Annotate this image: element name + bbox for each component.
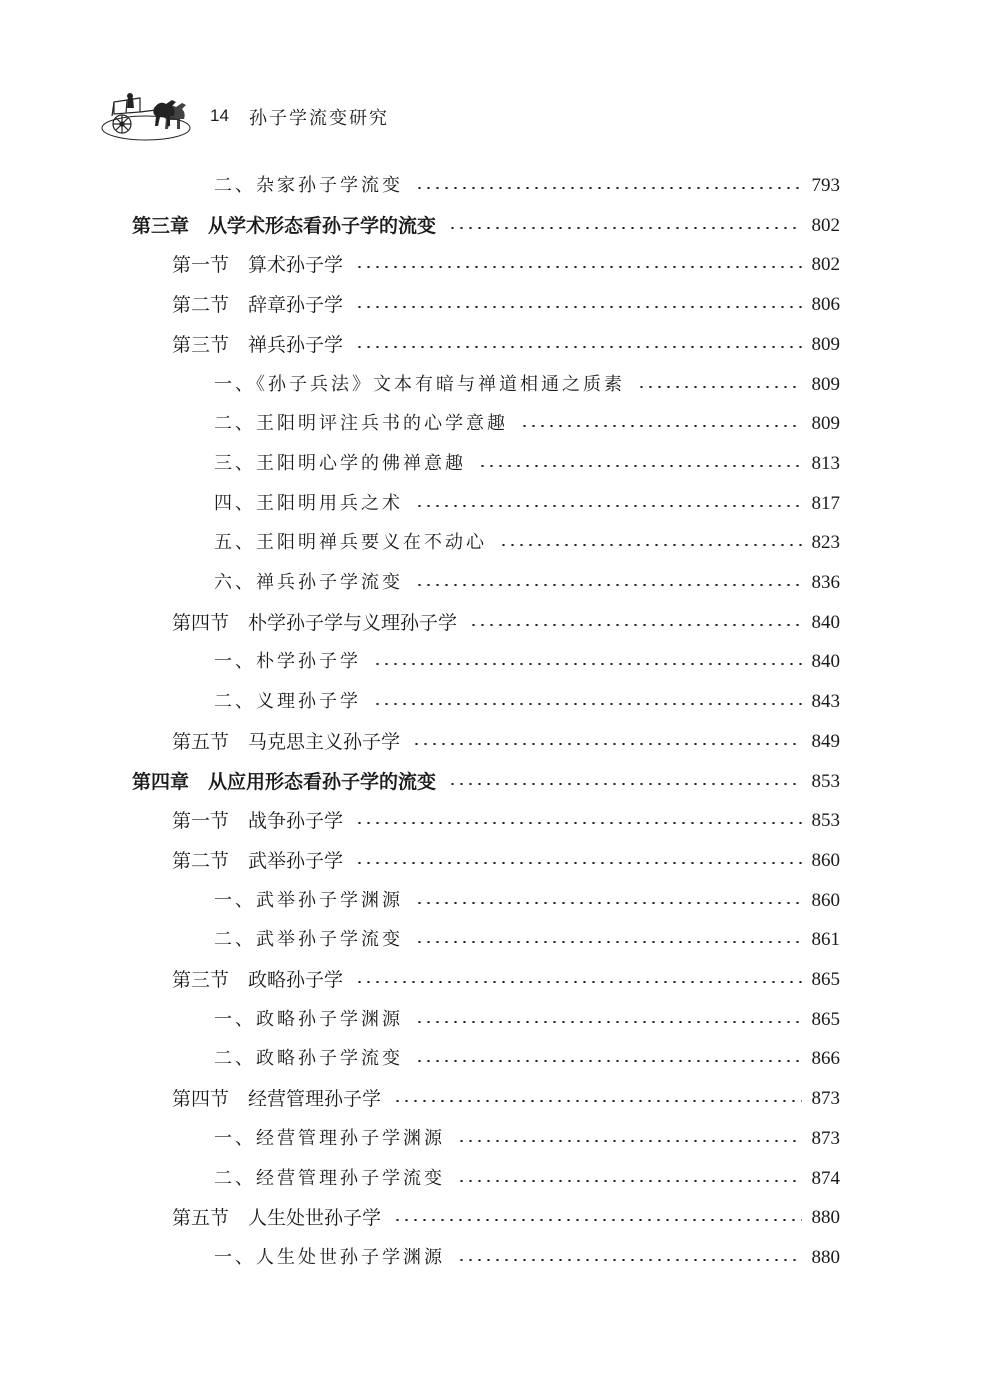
toc-entry-page: 809: [811, 413, 840, 435]
toc-entry-item: [214, 484, 840, 524]
toc-entry-item: [214, 365, 840, 405]
dot-leader: [499, 544, 802, 546]
dot-leader: [415, 505, 802, 507]
toc-entry-section: [172, 1079, 840, 1119]
page-number: 14: [210, 106, 229, 125]
toc-entry-item: [214, 1000, 840, 1040]
toc-entry-item: [214, 1238, 840, 1278]
dot-leader: [478, 465, 802, 467]
toc-entry-section: [172, 1198, 840, 1238]
dot-leader: [355, 346, 801, 348]
dot-leader: [415, 902, 802, 904]
toc-entry-page: 843: [811, 691, 840, 713]
toc-entry-item: [214, 1039, 840, 1079]
toc-entry-section: [172, 245, 840, 285]
toc-entry-title: 二、政略孙子学流变: [214, 1048, 403, 1070]
toc-entry-title: 二、武举孙子学流变: [214, 929, 403, 951]
toc-entry-title: 二、义理孙子学: [214, 691, 361, 713]
toc-entry-title: 第五节 人生处世孙子学: [172, 1207, 382, 1230]
toc-entry-section: [172, 960, 840, 1000]
dot-leader: [373, 703, 802, 705]
toc-entry-title: 三、王阳明心学的佛禅意趣: [214, 452, 466, 474]
toc-entry-page: 823: [811, 532, 840, 554]
dot-leader: [415, 941, 802, 943]
toc-entry-title: 第一节 战争孙子学: [172, 810, 344, 833]
toc-entry-title: 四、王阳明用兵之术: [214, 492, 403, 514]
toc-entry-item: [214, 881, 840, 921]
toc-entry-page: 860: [811, 849, 840, 871]
toc-entry-title: 第三节 禅兵孙子学: [172, 333, 344, 356]
toc-entry-page: 865: [811, 1008, 840, 1030]
toc-entry-chapter: [132, 206, 840, 246]
toc-entry-page: 840: [811, 651, 840, 673]
toc-entry-title: 一、政略孙子学渊源: [214, 1008, 403, 1030]
toc-entry-title: 一、《孙子兵法》文本有暗与禅道相通之质素: [214, 373, 625, 395]
toc-entry-title: 第四节 朴学孙子学与义理孙子学: [172, 611, 458, 634]
toc-entry-title: 一、经营管理孙子学渊源: [214, 1127, 445, 1149]
toc-entry-page: 809: [811, 333, 840, 355]
toc-entry-title: 第三节 政略孙子学: [172, 969, 344, 991]
toc-entry-page: 853: [811, 810, 840, 832]
dot-leader: [415, 187, 802, 189]
toc-entry-section: [172, 325, 840, 365]
dot-leader: [355, 266, 801, 268]
toc-entry-item: [214, 166, 840, 206]
toc-entry-page: 873: [811, 1127, 840, 1149]
toc-entry-page: 802: [811, 254, 840, 276]
toc-entry-item: [214, 523, 840, 563]
toc-entry-page: 853: [811, 770, 840, 792]
toc-entry-page: 849: [811, 730, 840, 752]
dot-leader: [393, 1100, 801, 1102]
toc-entry-page: 840: [811, 611, 840, 633]
dot-leader: [469, 624, 801, 626]
dot-leader: [355, 981, 801, 983]
toc-entry-page: 813: [811, 452, 840, 474]
toc-entry-page: 861: [811, 929, 840, 951]
toc-entry-title: 第四章 从应用形态看孙子学的流变: [132, 770, 437, 793]
toc-entry-item: [214, 682, 840, 722]
toc-entry-page: 865: [811, 969, 840, 990]
toc-entry-title: 二、杂家孙子学流变: [214, 175, 403, 196]
horse-chariot-logo: [100, 86, 192, 144]
dot-leader: [448, 227, 801, 229]
toc-entry-title: 一、武举孙子学渊源: [214, 889, 403, 911]
toc-entry-page: 793: [811, 175, 840, 196]
toc-entry-title: 五、王阳明禅兵要义在不动心: [214, 532, 487, 554]
toc-entry-item: [214, 404, 840, 444]
toc-entry-item: [214, 563, 840, 603]
toc-entry-item: [214, 1119, 840, 1159]
toc-entry-title: 第二节 武举孙子学: [172, 849, 344, 872]
toc-entry-section: [172, 801, 840, 841]
toc-entry-chapter: [132, 762, 840, 802]
dot-leader: [355, 822, 801, 824]
toc-entry-title: 一、人生处世孙子学渊源: [214, 1246, 445, 1268]
toc-entry-section: [172, 603, 840, 643]
toc-entry-page: 866: [811, 1048, 840, 1070]
toc-entry-title: 二、王阳明评注兵书的心学意趣: [214, 413, 508, 435]
dot-leader: [520, 425, 802, 427]
toc-entry-section: [172, 285, 840, 325]
toc-entry-page: 860: [811, 889, 840, 911]
toc-entry-page: 806: [811, 294, 840, 316]
toc-entry-title: 第五节 马克思主义孙子学: [172, 730, 401, 753]
toc-entry-title: 二、经营管理孙子学流变: [214, 1167, 445, 1189]
toc-entry-section: [172, 722, 840, 762]
toc-entry-title: 第四节 经营管理孙子学: [172, 1088, 382, 1111]
toc-entry-title: 第二节 辞章孙子学: [172, 294, 344, 317]
toc-entry-item: [214, 444, 840, 484]
dot-leader: [457, 1140, 802, 1142]
dot-leader: [393, 1219, 801, 1221]
toc-entry-page: 817: [811, 492, 840, 514]
dot-leader: [415, 1021, 802, 1023]
toc-entry-section: [172, 841, 840, 881]
toc-entry-title: 一、朴学孙子学: [214, 651, 361, 673]
dot-leader: [448, 783, 801, 785]
dot-leader: [373, 663, 802, 665]
running-header: [100, 86, 520, 146]
dot-leader: [457, 1259, 802, 1261]
toc-entry-item: [214, 920, 840, 960]
toc-entry-page: 873: [811, 1088, 840, 1110]
dot-leader: [355, 862, 801, 864]
dot-leader: [415, 1060, 802, 1062]
toc-entry-page: 880: [811, 1207, 840, 1229]
dot-leader: [412, 743, 801, 745]
dot-leader: [355, 306, 801, 308]
dot-leader: [457, 1180, 802, 1182]
toc-entry-title: 第三章 从学术形态看孙子学的流变: [132, 214, 437, 237]
toc-entry-item: [214, 642, 840, 682]
toc-entry-page: 880: [811, 1246, 840, 1268]
toc-entry-page: 836: [811, 572, 840, 593]
book-title: 孙子学流变研究: [249, 108, 389, 129]
toc-entry-page: 802: [811, 214, 840, 236]
toc-entry-title: 第一节 算术孙子学: [172, 254, 344, 277]
toc-entry-page: 809: [811, 373, 840, 395]
toc-entry-page: 874: [811, 1167, 840, 1189]
toc-entry-title: 六、禅兵孙子学流变: [214, 572, 403, 593]
toc-entry-item: [214, 1159, 840, 1199]
dot-leader: [637, 386, 802, 388]
dot-leader: [415, 584, 802, 586]
